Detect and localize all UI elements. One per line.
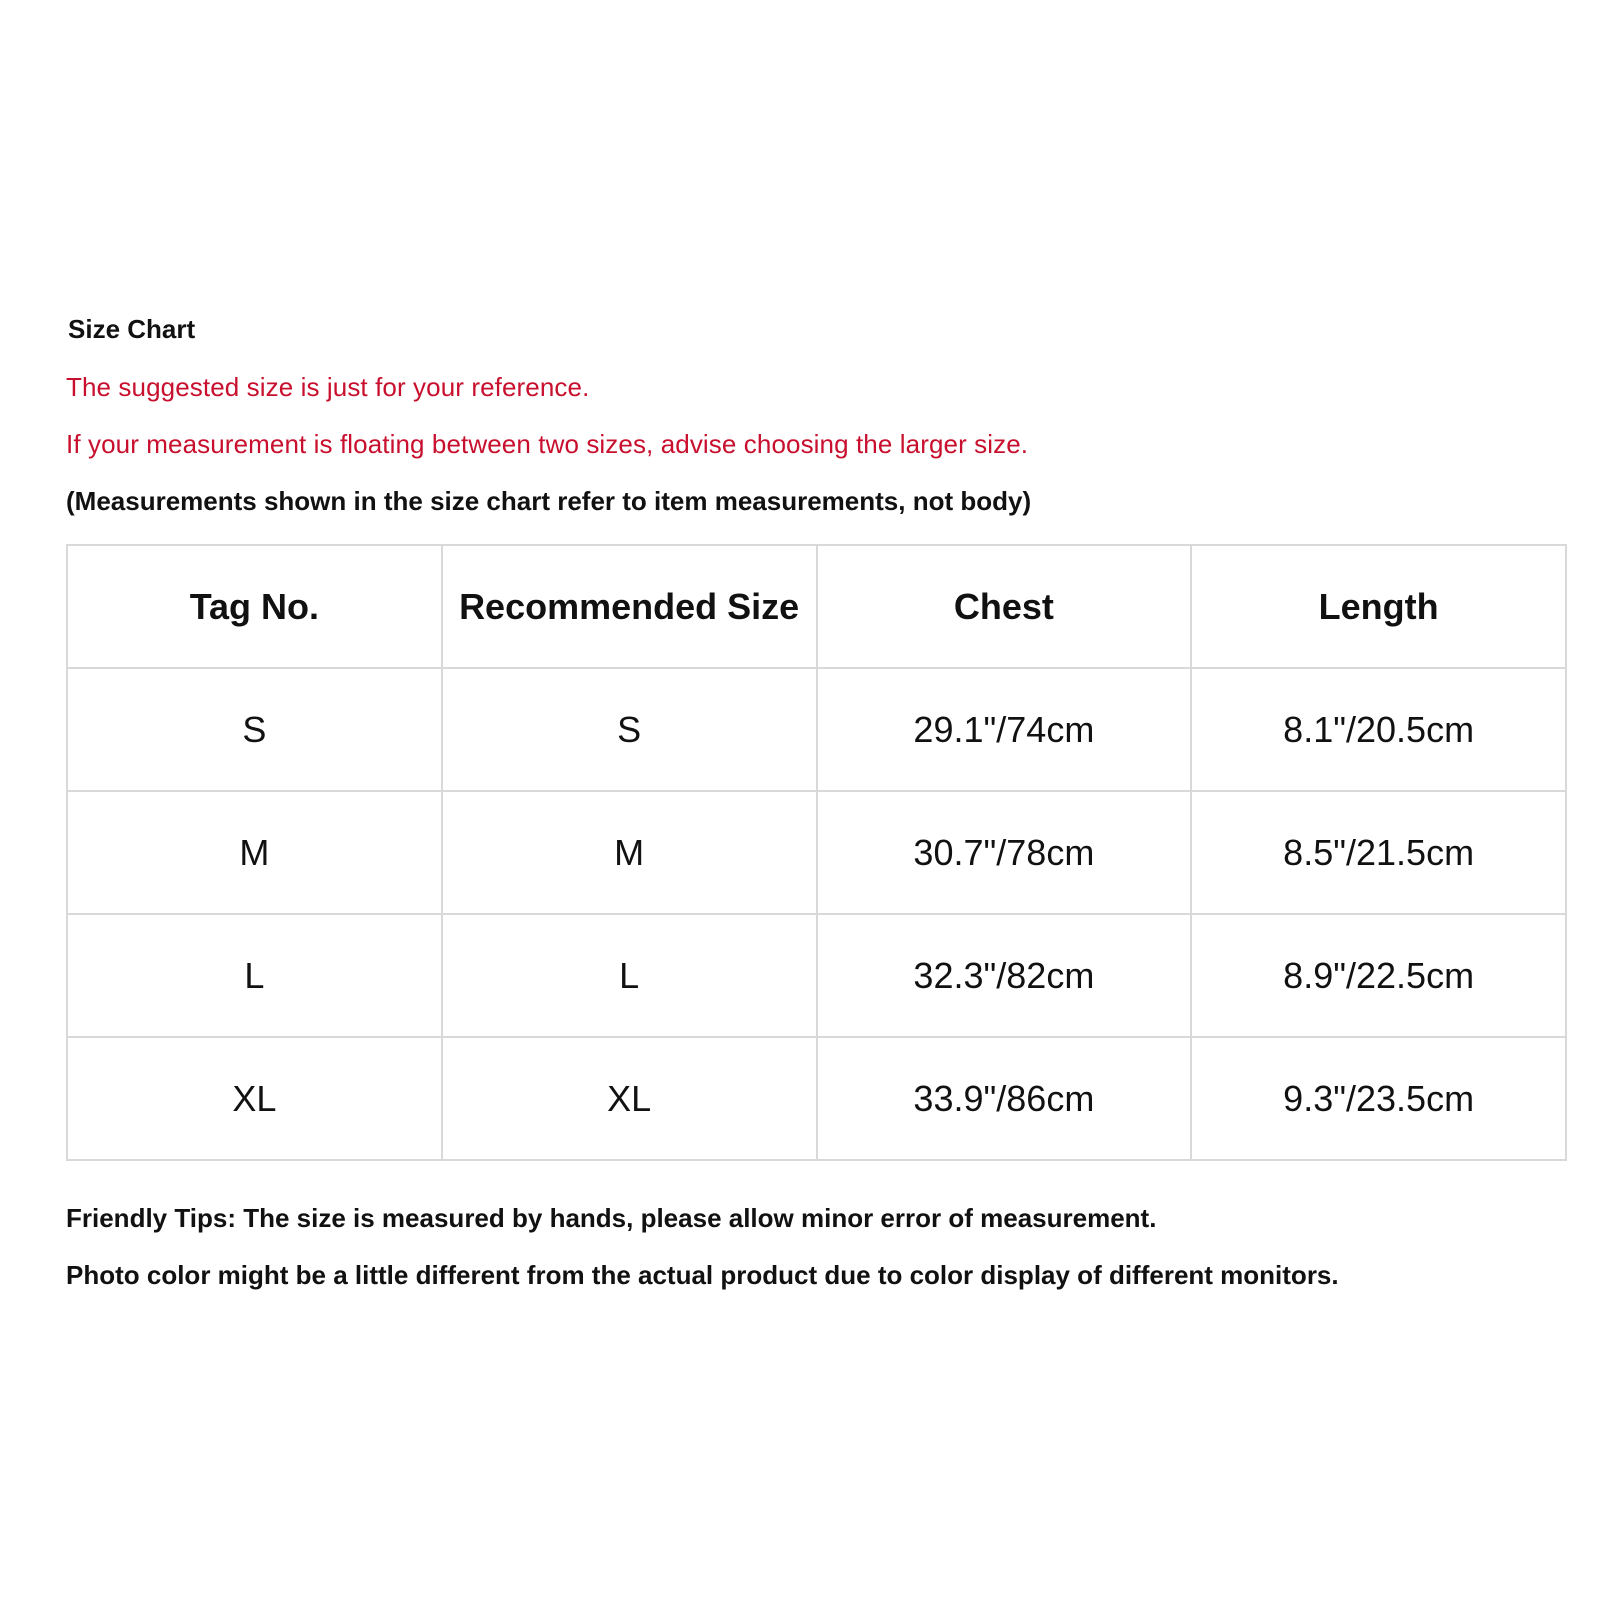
cell-tag-no: S <box>67 668 442 791</box>
cell-recommended-size: S <box>442 668 817 791</box>
cell-chest: 30.7"/78cm <box>817 791 1192 914</box>
size-chart-section <box>66 312 1566 1315</box>
cell-tag-no: XL <box>67 1037 442 1160</box>
table-row <box>67 668 1566 791</box>
tips-section <box>66 1201 1566 1292</box>
cell-length: 9.3"/23.5cm <box>1191 1037 1566 1160</box>
table-row <box>67 791 1566 914</box>
cell-tag-no: L <box>67 914 442 1037</box>
cell-tag-no: M <box>67 791 442 914</box>
cell-length: 8.1"/20.5cm <box>1191 668 1566 791</box>
table-header-row <box>67 545 1566 668</box>
header-tag-no: Tag No. <box>67 545 442 668</box>
table-row <box>67 914 1566 1037</box>
photo-color-tip: Photo color might be a little different from the actual product due to color display of different monitors. <box>66 1260 1339 1290</box>
cell-recommended-size: M <box>442 791 817 914</box>
measurement-disclaimer: (Measurements shown in the size chart refer to item measurements, not body) <box>66 486 1032 516</box>
cell-length: 8.9"/22.5cm <box>1191 914 1566 1037</box>
cell-chest: 33.9"/86cm <box>817 1037 1192 1160</box>
friendly-tip: Friendly Tips: The size is measured by hands, please allow minor error of measurement. <box>66 1203 1157 1233</box>
cell-recommended-size: XL <box>442 1037 817 1160</box>
header-recommended-size: Recommended Size <box>442 545 817 668</box>
cell-chest: 32.3"/82cm <box>817 914 1192 1037</box>
cell-length: 8.5"/21.5cm <box>1191 791 1566 914</box>
size-table <box>66 544 1567 1161</box>
table-row <box>67 1037 1566 1160</box>
larger-size-note: If your measurement is floating between two sizes, advise choosing the larger size. <box>66 429 1029 459</box>
size-chart-title: Size Chart <box>68 314 196 344</box>
reference-note: The suggested size is just for your reference. <box>66 372 590 402</box>
header-length: Length <box>1191 545 1566 668</box>
header-chest: Chest <box>817 545 1192 668</box>
cell-chest: 29.1"/74cm <box>817 668 1192 791</box>
cell-recommended-size: L <box>442 914 817 1037</box>
